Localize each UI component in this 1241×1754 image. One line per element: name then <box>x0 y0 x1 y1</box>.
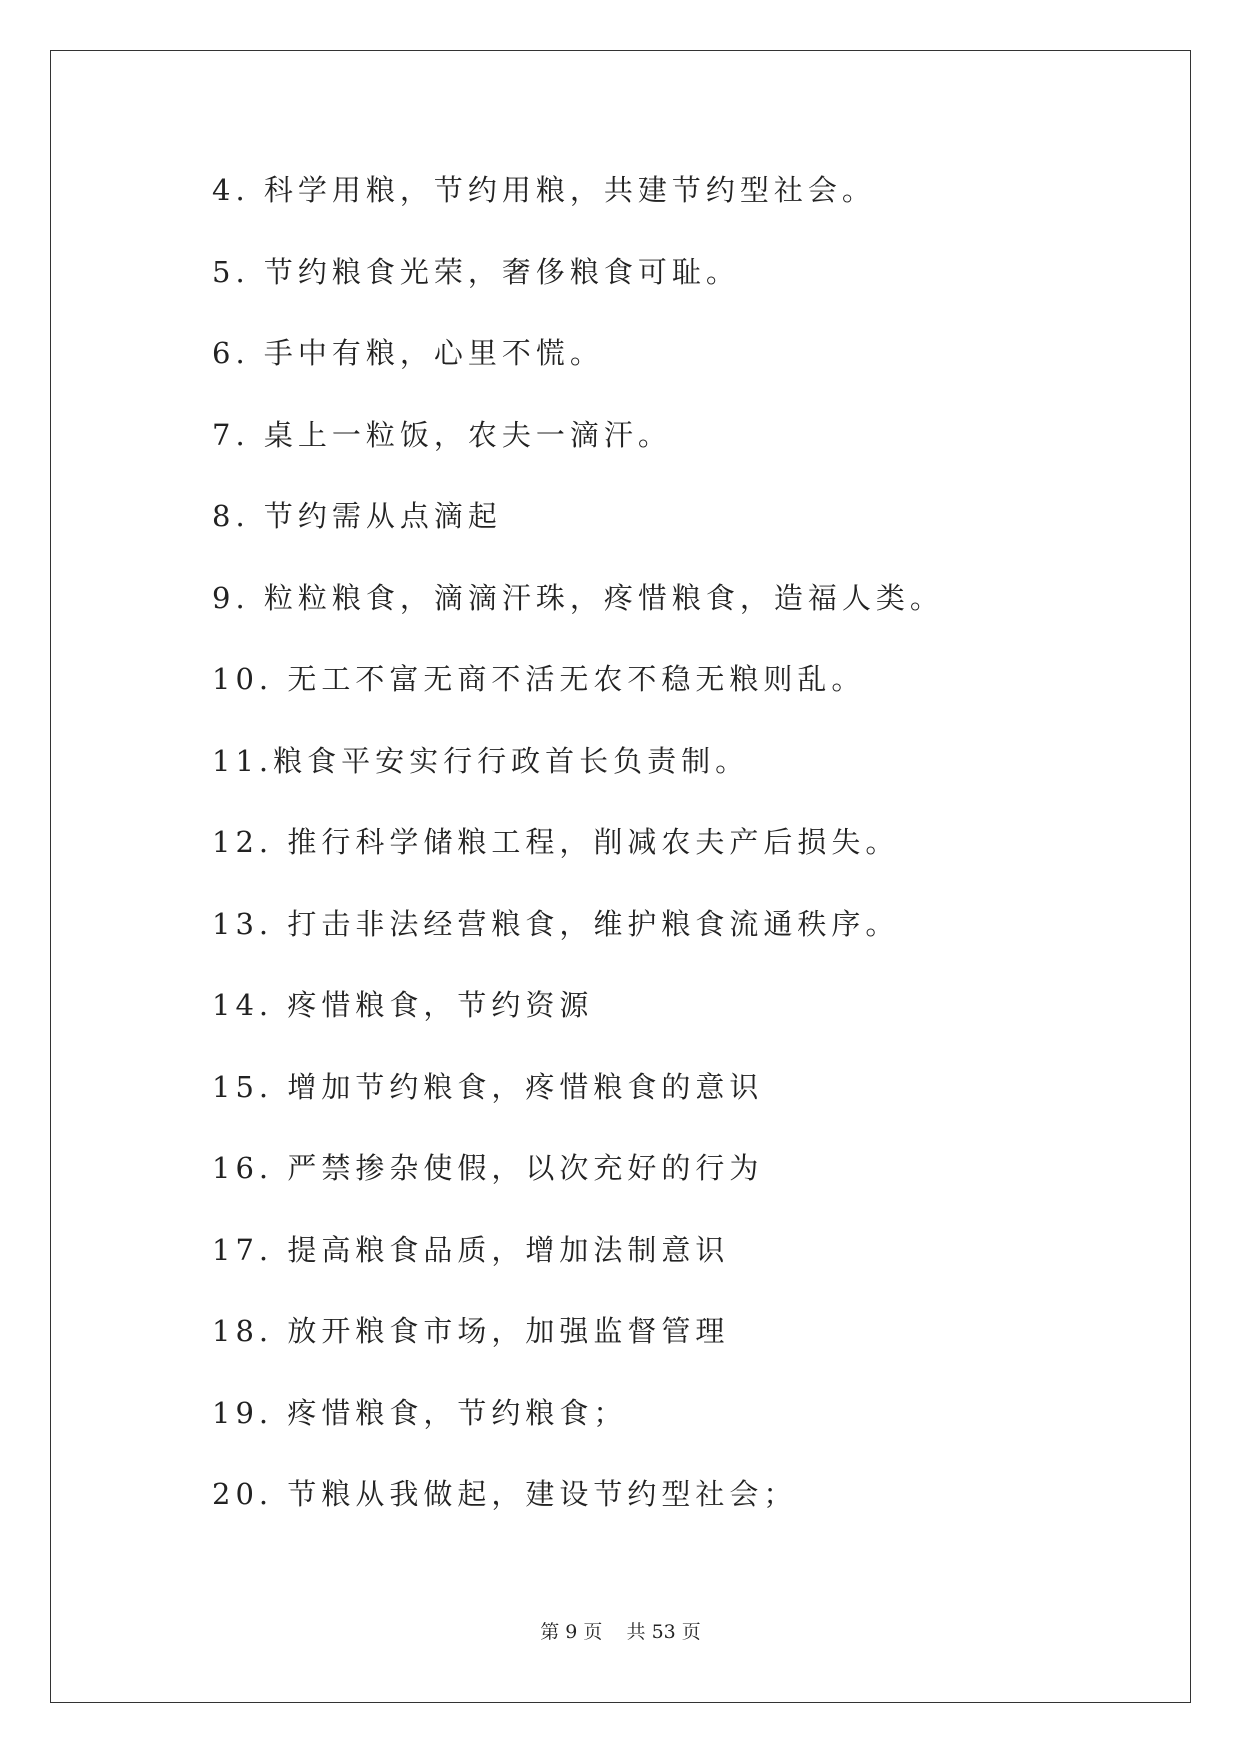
list-item: 19. 疼惜粮食，节约粮食； <box>212 1395 628 1430</box>
list-item: 14. 疼惜粮食，节约资源 <box>212 988 594 1022</box>
list-item: 12. 推行科学储粮工程，削减农夫产后损失。 <box>212 825 900 859</box>
list-item: 5. 节约粮食光荣，奢侈粮食可耻。 <box>212 254 740 289</box>
list-item: 4. 科学用粮，节约用粮，共建节约型社会。 <box>212 173 876 207</box>
list-item: 8. 节约需从点滴起 <box>212 499 502 533</box>
list-item: 17. 提高粮食品质，增加法制意识 <box>212 1232 730 1267</box>
list-item: 7. 桌上一粒饭，农夫一滴汗。 <box>212 417 672 452</box>
list-item: 11.粮食平安实行行政首长负责制。 <box>212 743 750 778</box>
page-total: 共 53 页 <box>626 1621 701 1643</box>
list-item: 13. 打击非法经营粮食，维护粮食流通秩序。 <box>212 906 900 941</box>
list-item: 16. 严禁掺杂使假，以次充好的行为 <box>212 1151 764 1185</box>
page-number: 第 9 页 <box>540 1621 603 1643</box>
list-item: 15. 增加节约粮食，疼惜粮食的意识 <box>212 1069 764 1104</box>
page-footer <box>0 1620 1241 1644</box>
list-item: 6. 手中有粮，心里不慌。 <box>212 336 604 370</box>
list-item: 9. 粒粒粮食，滴滴汗珠，疼惜粮食，造福人类。 <box>212 580 944 615</box>
list-item: 20. 节粮从我做起，建设节约型社会； <box>212 1477 798 1511</box>
list-item: 18. 放开粮食市场，加强监督管理 <box>212 1314 730 1348</box>
slogan-list <box>212 168 944 1554</box>
list-item: 10. 无工不富无商不活无农不稳无粮则乱。 <box>212 662 866 696</box>
